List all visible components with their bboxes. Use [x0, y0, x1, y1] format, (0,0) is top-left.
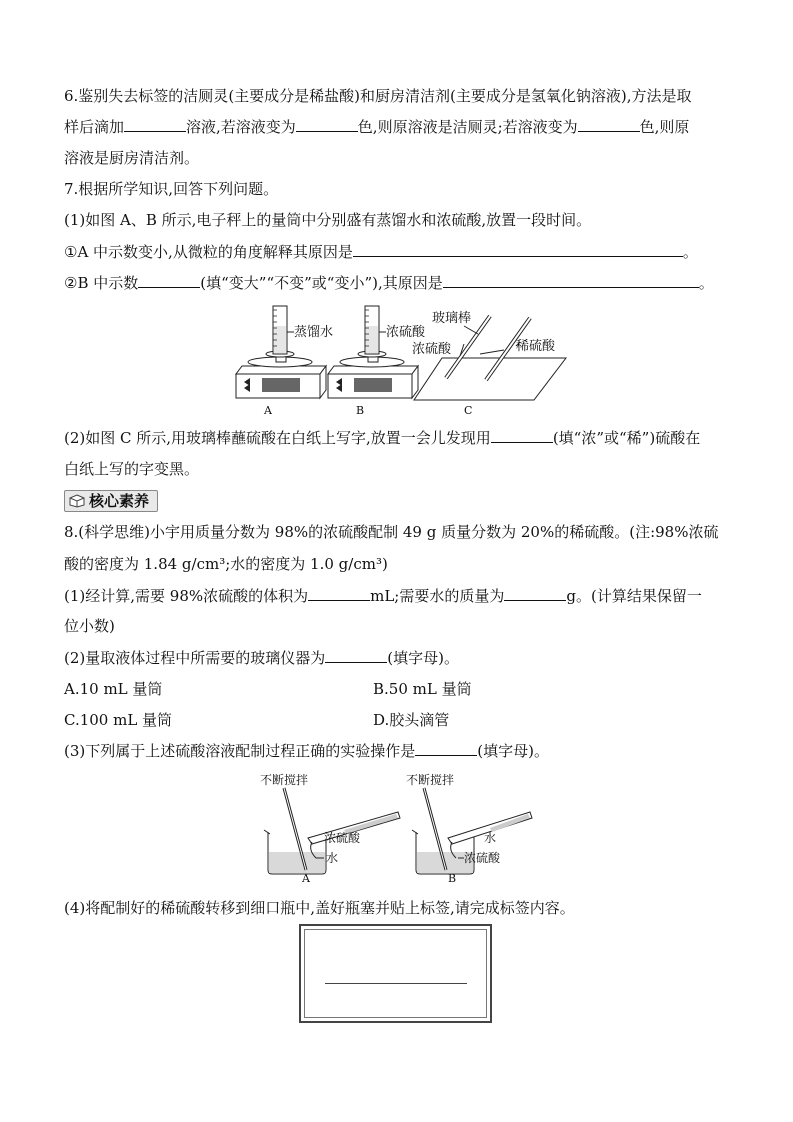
paper-c-figure: [412, 310, 566, 417]
q8-part4: (4)将配制好的稀硫酸转移到细口瓶中,盖好瓶塞并贴上标签,请完成标签内容。: [64, 899, 575, 917]
q8-line-2: 酸的密度为 1.84 g/cm³;水的密度为 1.0 g/cm³): [64, 555, 388, 573]
label-conc-sulfuric-1: 浓硫酸: [386, 325, 426, 340]
q8-part1-line2: 位小数): [64, 617, 115, 635]
beaker-b-figure: [406, 772, 532, 884]
label-b-conc-sulfuric: 浓硫酸: [464, 851, 501, 865]
option-b[interactable]: B.50 mL 量筒: [373, 680, 472, 698]
q8-line-1: 8.(科学思维)小宇用质量分数为 98%的浓硫酸配制 49 g 质量分数为 20%的稀硫酸。(注:98%浓硫: [64, 523, 719, 541]
label-b-water: 水: [484, 831, 497, 845]
option-c[interactable]: C.100 mL 量筒: [64, 711, 173, 729]
caption-a: A: [264, 404, 272, 417]
label-glass-rod: 玻璃棒: [432, 311, 472, 326]
answer-blank[interactable]: [504, 586, 566, 601]
q7-part2-line2: 白纸上写的字变黑。: [64, 460, 200, 478]
q6-line-1: 6.鉴别失去标签的洁厕灵(主要成分是稀盐酸)和厨房清洁剂(主要成分是氢氧化钠溶液),方法是取: [64, 87, 692, 105]
answer-blank[interactable]: [353, 242, 683, 257]
q7-sub2: ②B 中示数 (填“变大”“不变”或“变小”),其原因是 。: [64, 274, 714, 292]
label-conc-sulfuric-2: 浓硫酸: [412, 342, 452, 357]
answer-blank[interactable]: [296, 117, 358, 132]
label-a-water: 水: [326, 851, 339, 865]
answer-blank[interactable]: [491, 428, 553, 443]
q8-part3: (3)下列属于上述硫酸溶液配制过程正确的实验操作是 (填字母)。: [64, 742, 549, 760]
q7-part1: (1)如图 A、B 所示,电子秤上的量筒中分别盛有蒸馏水和浓硫酸,放置一段时间。: [64, 211, 592, 229]
scale-a-figure: [236, 306, 333, 417]
q8-figure: [258, 772, 538, 884]
answer-blank[interactable]: [443, 273, 699, 288]
caption-c: C: [464, 404, 473, 417]
answer-blank[interactable]: [415, 741, 477, 756]
q8-part2: (2)量取液体过程中所需要的玻璃仪器为 (填字母)。: [64, 649, 459, 667]
q7-title: 7.根据所学知识,回答下列问题。: [64, 180, 279, 198]
caption-beaker-b: B: [448, 872, 457, 884]
label-distilled-water: 蒸馏水: [294, 325, 334, 340]
q6-line-2: 样后滴加 溶液,若溶液变为 色,则原溶液是洁厕灵;若溶液变为 色,则原: [64, 118, 690, 136]
label-inner-frame: [304, 929, 487, 1018]
cube-icon: [69, 494, 85, 508]
scale-b-figure: [328, 306, 426, 417]
answer-blank[interactable]: [124, 117, 186, 132]
beaker-a-figure: [260, 772, 400, 884]
option-d[interactable]: D.胶头滴管: [373, 711, 450, 729]
answer-blank[interactable]: [578, 117, 640, 132]
q7-figure: [228, 302, 568, 418]
label-dilute-sulfuric: 稀硫酸: [516, 339, 556, 354]
caption-beaker-a: A: [302, 872, 310, 884]
answer-blank[interactable]: [138, 273, 200, 288]
answer-blank[interactable]: [308, 586, 370, 601]
answer-blank[interactable]: [325, 648, 387, 663]
label-stir-b: 不断搅拌: [406, 773, 455, 787]
label-answer-line[interactable]: [325, 983, 467, 984]
bottle-label-box[interactable]: [299, 924, 492, 1023]
section-title: 核心素养: [89, 492, 150, 510]
label-stir-a: 不断搅拌: [260, 773, 309, 787]
option-a[interactable]: A.10 mL 量筒: [64, 680, 163, 698]
section-badge: [64, 490, 158, 512]
q7-part2-line1: (2)如图 C 所示,用玻璃棒蘸硫酸在白纸上写字,放置一会儿发现用 (填“浓”或“稀”)硫酸在: [64, 429, 701, 447]
q8-part1-line1: (1)经计算,需要 98%浓硫酸的体积为 mL;需要水的质量为 g。(计算结果保留一: [64, 587, 702, 605]
label-a-top-liquid: 浓硫酸: [324, 831, 361, 845]
q7-sub1: ①A 中示数变小,从微粒的角度解释其原因是 。: [64, 243, 698, 261]
caption-b: B: [356, 404, 365, 417]
q6-line-3: 溶液是厨房清洁剂。: [64, 149, 200, 167]
